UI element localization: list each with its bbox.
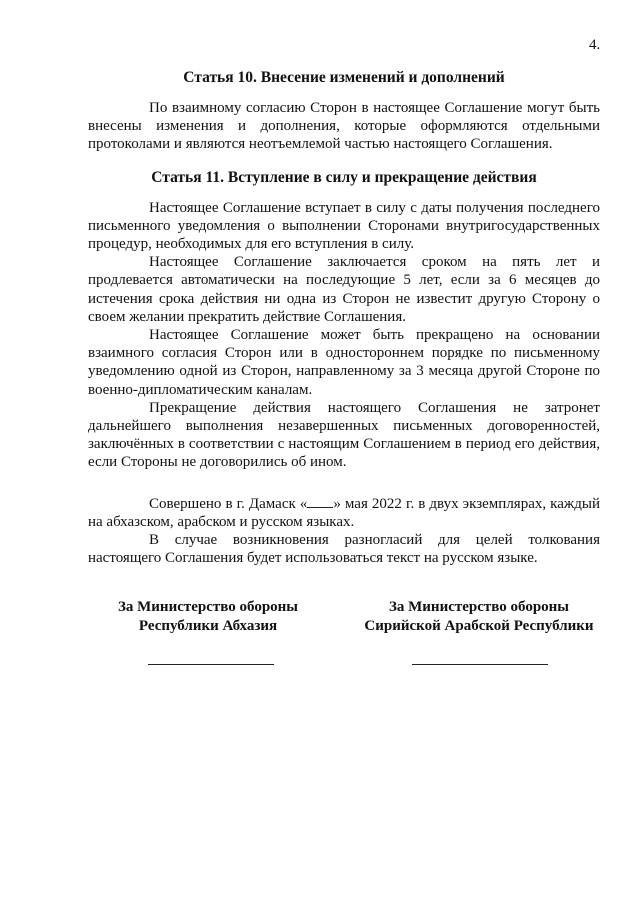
- done-at-paragraph: [88, 495, 600, 531]
- done-at-suffix: » мая 2022 г. в двух экземплярах, каждый на абхазском, арабском и русском языках.: [88, 495, 600, 530]
- page-number: 4.: [589, 37, 601, 53]
- signature-right-line-1: За Министерство обороны: [388, 599, 570, 615]
- article-11-title: Статья 11. Вступление в силу и прекращение действия: [151, 168, 537, 186]
- signature-section: [88, 598, 600, 678]
- article-11-paragraph-1: Настоящее Соглашение вступает в силу с даты получения последнего письменного уведомления о выполнении Сторонами внутригосударственных процедур, необходимых для его вступления в силу.: [88, 199, 600, 253]
- date-blank: [307, 495, 333, 508]
- article-10-title: Статья 10. Внесение изменений и дополнений: [183, 69, 505, 86]
- done-at-prefix: Совершено в г. Дамаск «: [149, 495, 308, 512]
- article-11-paragraph-3: Настоящее Соглашение может быть прекращено на основании взаимного согласия Сторон или в одностороннем порядке по письменному уведомлению одной из Сторон, направленному за 3 месяца другой Стороне по военно-дипломатическим каналам.: [88, 327, 600, 398]
- signature-left-line-2: Республики Абхазия: [138, 618, 278, 634]
- article-11-paragraph-2: Настоящее Соглашение заключается сроком на пять лет и продлевается автоматически на последующие 5 лет, если за 6 месяцев до истечения срока действия ни одна из Сторон не известит другую Сторону о своем желании прекратить действие Соглашения.: [88, 254, 600, 325]
- language-clause-paragraph: В случае возникновения разногласий для целей толкования настоящего Соглашения будет использоваться текст на русском языке.: [88, 532, 600, 567]
- signature-left-line-1: За Министерство обороны: [117, 599, 299, 615]
- document-body: [88, 68, 600, 567]
- signature-right-line-2: Сирийской Арабской Республики: [364, 618, 594, 634]
- article-10-paragraph-1: По взаимному согласию Сторон в настоящее Соглашение могут быть внесены изменения и дополнения, которые оформляются отдельными протоколами и являются неотъемлемой частью настоящего Соглашения.: [88, 100, 600, 153]
- signature-line-right: [412, 664, 548, 665]
- article-11-paragraph-4: Прекращение действия настоящего Соглашения не затронет дальнейшего выполнения незавершенных письменных договоренностей, заключённых в соответствии с настоящим Соглашением в период его действия, если Стороны не договорились об ином.: [88, 399, 600, 471]
- signature-block-syria: [348, 598, 610, 636]
- signature-block-abkhazia: [88, 598, 328, 636]
- signature-line-left: [148, 664, 274, 665]
